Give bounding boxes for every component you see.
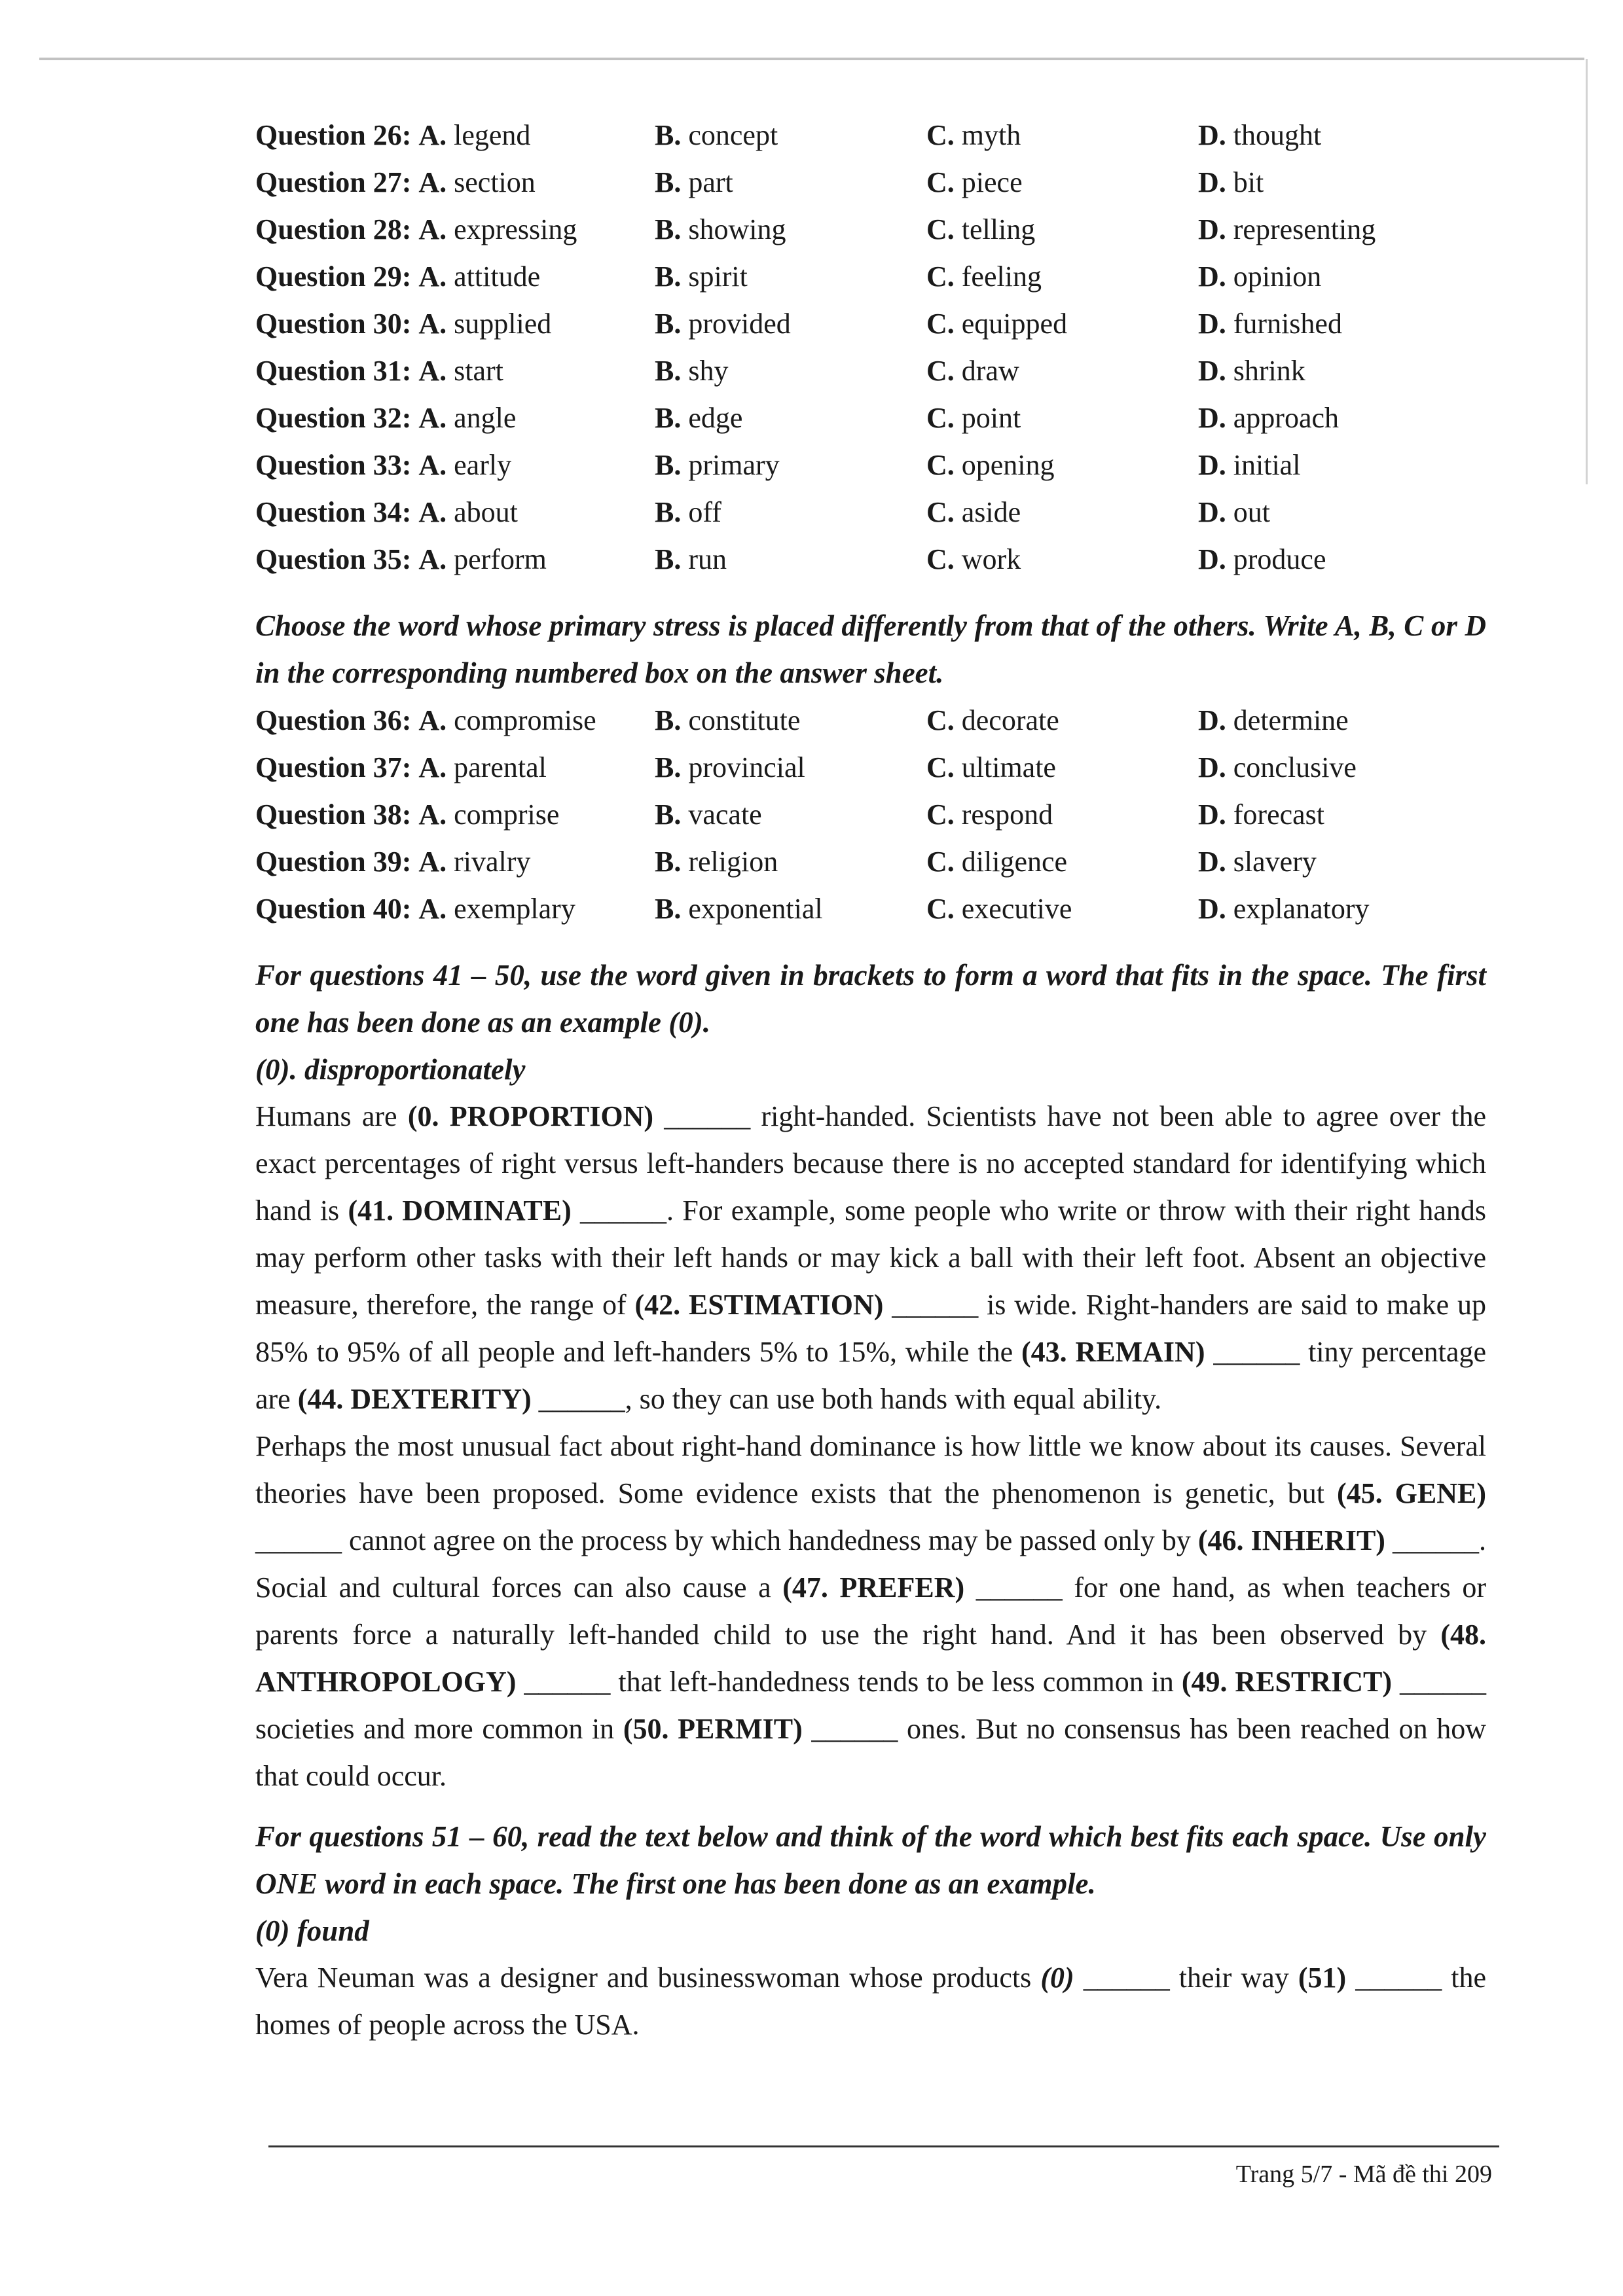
- word-formation-instruction: For questions 41 – 50, use the word given in brackets to form a word that fits in the space. The first one has been done as an example (0).: [255, 959, 1486, 1039]
- scan-edge-top: [39, 58, 1584, 60]
- prompt-word: (44. DEXTERITY): [297, 1383, 532, 1415]
- option-b: off: [688, 495, 721, 528]
- option-b: spirit: [688, 260, 748, 293]
- prompt-word: (46. INHERIT): [1197, 1524, 1385, 1556]
- option-c: decorate: [961, 704, 1059, 736]
- question-number: Question 33:: [255, 448, 412, 481]
- question-number: Question 31:: [255, 354, 412, 387]
- option-d: initial: [1233, 448, 1301, 481]
- scan-edge-right: [1586, 59, 1588, 484]
- option-c: ultimate: [961, 751, 1056, 783]
- word-formation-example: (0). disproportionately: [255, 1053, 526, 1086]
- option-d: approach: [1233, 401, 1340, 434]
- question-number: Question 36:: [255, 704, 412, 736]
- prompt-word: (43. REMAIN): [1021, 1336, 1205, 1368]
- option-d: forecast: [1233, 798, 1325, 831]
- option-b: shy: [688, 354, 729, 387]
- option-c: feeling: [961, 260, 1042, 293]
- question-number: Question 30:: [255, 307, 412, 340]
- option-a: section: [454, 166, 536, 198]
- stress-question-list: [255, 696, 1486, 932]
- option-d: determine: [1233, 704, 1349, 736]
- question-number: Question 34:: [255, 495, 412, 528]
- option-d: explanatory: [1233, 892, 1370, 925]
- option-b: showing: [688, 213, 786, 245]
- option-d: out: [1233, 495, 1271, 528]
- option-a: supplied: [454, 307, 552, 340]
- option-c: executive: [961, 892, 1072, 925]
- question-number: Question 39:: [255, 845, 412, 878]
- option-a: angle: [454, 401, 517, 434]
- question-row: Question 38: A. comprise B. vacate C. respond D. forecast: [255, 798, 1325, 831]
- option-b: provided: [688, 307, 791, 340]
- option-a: early: [454, 448, 512, 481]
- option-c: diligence: [961, 845, 1068, 878]
- option-d: bit: [1233, 166, 1264, 198]
- question-row: Question 26: A. legend B. concept C. myth D. thought: [255, 118, 1322, 151]
- option-d: conclusive: [1233, 751, 1357, 783]
- option-b: provincial: [688, 751, 805, 783]
- question-number: Question 38:: [255, 798, 412, 831]
- option-a: about: [454, 495, 518, 528]
- question-number: Question 32:: [255, 401, 412, 434]
- option-b: exponential: [688, 892, 823, 925]
- open-cloze-instruction: For questions 51 – 60, read the text below and think of the word which best fits each space. Use only ONE word in each space. The first one has been done as an example.: [255, 1820, 1486, 1900]
- question-row: Question 37: A. parental B. provincial C. ultimate D. conclusive: [255, 751, 1357, 783]
- question-row: Question 34: A. about B. off C. aside D. out: [255, 495, 1271, 528]
- question-row: Question 28: A. expressing B. showing C. telling D. representing: [255, 213, 1376, 245]
- question-row: Question 36: A. compromise B. constitute C. decorate D. determine: [255, 704, 1349, 736]
- question-row: Question 27: A. section B. part C. piece D. bit: [255, 166, 1264, 198]
- option-a: comprise: [454, 798, 560, 831]
- prompt-word: (47. PREFER): [782, 1571, 965, 1604]
- question-number: Question 27:: [255, 166, 412, 198]
- footer-divider: [268, 2145, 1499, 2147]
- open-cloze-example: (0) found: [255, 1914, 369, 1947]
- option-a: attitude: [454, 260, 541, 293]
- question-number: Question 28:: [255, 213, 412, 245]
- option-a: compromise: [454, 704, 596, 736]
- open-cloze-passage: Vera Neuman was a designer and businesswoman whose products (0) ______ their way (51) ______ the homes of people across the USA.: [255, 1962, 1487, 2041]
- option-b: religion: [688, 845, 778, 878]
- option-a: expressing: [454, 213, 577, 245]
- option-b: constitute: [688, 704, 801, 736]
- prompt-word: (50. PERMIT): [623, 1713, 803, 1745]
- option-c: work: [961, 543, 1021, 575]
- option-a: start: [454, 354, 503, 387]
- stress-instruction: Choose the word whose primary stress is placed differently from that of the others. Write A, B, C or D in the corresponding numbered box on the answer sheet.: [255, 609, 1486, 689]
- passage-paragraph-2: Perhaps the most unusual fact about right-hand dominance is how little we know about its causes. Several theories have been proposed. Some evidence exists that the phenomenon is genetic, but (45. GENE) ______ cannot agree on the process by which handedness may be passed only by (46. INHERIT) ______. Social and cultural forces can also cause a (47. PREFER) ______ for one hand, as when teachers or parents force a naturally left-handed child to use the right hand. And it has been observed by (48. ANTHROPOLOGY) ______ that left-handedness tends to be less common in (49. RESTRICT) ______ societies and more common in (50. PERMIT) ______ ones. But no consensus has been reached on how that could occur.: [255, 1430, 1487, 1792]
- question-row: Question 39: A. rivalry B. religion C. diligence D. slavery: [255, 845, 1317, 878]
- option-d: thought: [1233, 118, 1322, 151]
- option-c: telling: [961, 213, 1036, 245]
- option-c: point: [961, 401, 1021, 434]
- option-c: equipped: [961, 307, 1068, 340]
- option-b: part: [688, 166, 733, 198]
- option-d: produce: [1233, 543, 1326, 575]
- page-footer: Trang 5/7 - Mã đề thi 209: [1235, 2161, 1492, 2188]
- option-b: concept: [688, 118, 778, 151]
- option-d: slavery: [1233, 845, 1317, 878]
- question-row: Question 33: A. early B. primary C. opening D. initial: [255, 448, 1301, 481]
- option-b: vacate: [688, 798, 762, 831]
- option-c: myth: [961, 118, 1021, 151]
- option-d: opinion: [1233, 260, 1322, 293]
- option-b: edge: [688, 401, 743, 434]
- option-c: piece: [961, 166, 1023, 198]
- option-c: draw: [961, 354, 1019, 387]
- vocab-question-list: [255, 111, 1486, 583]
- prompt-word: (41. DOMINATE): [348, 1194, 572, 1227]
- prompt-word: (48. ANTHROPOLOGY): [255, 1619, 1486, 1698]
- gap-marker: (51): [1298, 1962, 1347, 1994]
- option-a: parental: [454, 751, 547, 783]
- prompt-word: (45. GENE): [1337, 1477, 1487, 1509]
- option-c: respond: [961, 798, 1053, 831]
- question-row: Question 30: A. supplied B. provided C. equipped D. furnished: [255, 307, 1342, 340]
- example-marker: (0): [1040, 1962, 1074, 1994]
- question-number: Question 35:: [255, 543, 412, 575]
- option-a: exemplary: [454, 892, 575, 925]
- question-row: Question 29: A. attitude B. spirit C. feeling D. opinion: [255, 260, 1322, 293]
- prompt-word: (42. ESTIMATION): [634, 1289, 884, 1321]
- option-a: rivalry: [454, 845, 531, 878]
- option-c: aside: [961, 495, 1021, 528]
- option-c: opening: [961, 448, 1055, 481]
- question-row: Question 35: A. perform B. run C. work D. produce: [255, 543, 1326, 575]
- question-number: Question 26:: [255, 118, 412, 151]
- prompt-word: (49. RESTRICT): [1181, 1666, 1393, 1698]
- question-row: Question 40: A. exemplary B. exponential C. executive D. explanatory: [255, 892, 1370, 925]
- passage-paragraph-1: Humans are (0. PROPORTION) ______ right-handed. Scientists have not been able to agree over the exact percentages of right versus left-handers because there is no accepted standard for identifying which hand is (41. DOMINATE) ______. For example, some people who write or throw with their right hands may perform other tasks with their left hands or may kick a ball with their left foot. Absent an objective measure, therefore, the range of (42. ESTIMATION) ______ is wide. Right-handers are said to make up 85% to 95% of all people and left-handers 5% to 15%, while the (43. REMAIN) ______ tiny percentage are (44. DEXTERITY) ______, so they can use both hands with equal ability.: [255, 1100, 1486, 1415]
- option-b: primary: [688, 448, 780, 481]
- question-row: Question 31: A. start B. shy C. draw D. shrink: [255, 354, 1305, 387]
- exam-page: [255, 111, 1486, 2049]
- option-d: shrink: [1233, 354, 1305, 387]
- question-row: Question 32: A. angle B. edge C. point D. approach: [255, 401, 1340, 434]
- option-a: legend: [454, 118, 531, 151]
- question-number: Question 40:: [255, 892, 412, 925]
- question-number: Question 29:: [255, 260, 412, 293]
- option-d: representing: [1233, 213, 1376, 245]
- prompt-word: (0. PROPORTION): [407, 1100, 654, 1132]
- option-d: furnished: [1233, 307, 1342, 340]
- option-b: run: [688, 543, 727, 575]
- option-a: perform: [454, 543, 547, 575]
- question-number: Question 37:: [255, 751, 412, 783]
